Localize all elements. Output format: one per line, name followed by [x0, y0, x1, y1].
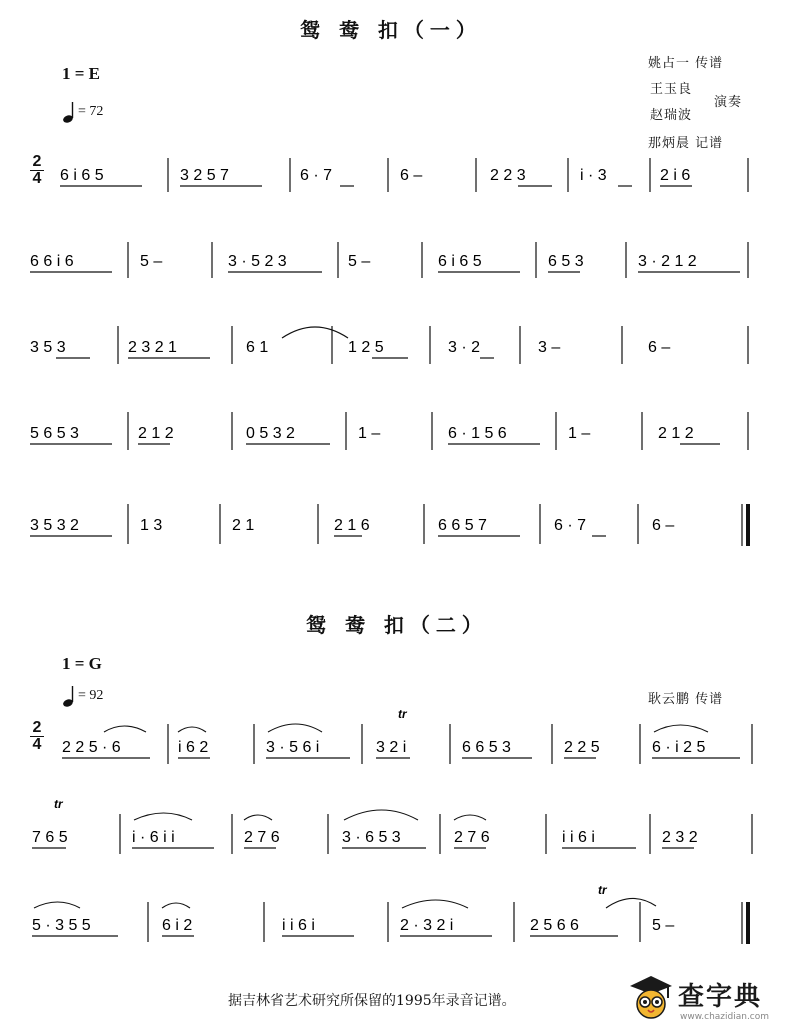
measure: 6 · 1 5 6: [448, 425, 507, 442]
score-row: [30, 504, 750, 546]
slur: [402, 900, 468, 908]
measure: 2 5 6 6: [530, 917, 579, 934]
measure: 3 2 5 7: [180, 167, 229, 184]
measure: i · 6 i i: [132, 829, 175, 846]
song1-tempo-value: = 72: [78, 104, 104, 119]
measure: 1 –: [568, 425, 591, 442]
tie: [606, 898, 656, 908]
slur: [268, 724, 322, 732]
slur: [344, 810, 418, 820]
score-row: [30, 412, 748, 450]
measure: i i 6 i: [562, 829, 595, 846]
measure: 3 · 6 5 3: [342, 829, 401, 846]
measure: 0 5 3 2: [246, 425, 295, 442]
measure: 2 7 6: [244, 829, 280, 846]
watermark: [628, 972, 794, 1028]
measure: 6 –: [400, 167, 423, 184]
song1-performer-1: 王玉良: [650, 82, 693, 97]
measure: 2 1: [232, 517, 255, 534]
measure: 6 1: [246, 339, 269, 356]
song1-performer-2: 赵瑞波: [650, 108, 693, 123]
slur: [244, 815, 272, 820]
measure: 1 –: [358, 425, 381, 442]
measure: 5 –: [140, 253, 163, 270]
measure: 6 · i 2 5: [652, 739, 706, 756]
measure: 3 · 5 2 3: [228, 253, 287, 270]
slur: [134, 813, 192, 820]
footer-note: 据吉林省艺术研究所保留的1995年录音记谱。: [228, 993, 516, 1009]
song2-score: [0, 690, 800, 970]
score-row: [30, 326, 748, 364]
measure: 3 –: [538, 339, 561, 356]
slur: [104, 726, 146, 732]
trill-mark: tr: [398, 707, 407, 721]
measure: 3 5 3 2: [30, 517, 79, 534]
measure: 2 1 2: [138, 425, 174, 442]
measure: 1 3: [140, 517, 163, 534]
score-row: [32, 797, 752, 854]
slur: [454, 815, 486, 820]
measure: 2 3 2 1: [128, 339, 177, 356]
song2-transmitter: 耿云鹏 传谱: [648, 692, 724, 707]
measure: 6 · 7: [300, 167, 333, 184]
measure: 6 · 7: [554, 517, 587, 534]
time-sig-top: 2: [30, 720, 44, 737]
measure: 2 1 2: [658, 425, 694, 442]
measure: i i 6 i: [282, 917, 315, 934]
trill-mark: tr: [54, 797, 63, 811]
measure: 2 2 3: [490, 167, 526, 184]
score-row: [62, 707, 752, 764]
slur: [654, 725, 708, 732]
measure: 6 –: [652, 517, 675, 534]
measure: 6 6 i 6: [30, 253, 74, 270]
measure: 6 i 6 5: [60, 167, 104, 184]
measure: 5 –: [652, 917, 675, 934]
time-sig-top: 2: [30, 154, 44, 171]
song2-title: 鸳 鸯 扣（二）: [306, 613, 488, 637]
measure: 6 6 5 7: [438, 517, 487, 534]
slur: [162, 903, 190, 908]
measure: 2 · 3 2 i: [400, 917, 454, 934]
measure: 5 –: [348, 253, 371, 270]
measure: 3 5 3: [30, 339, 66, 356]
measure: 3 2 i: [376, 739, 407, 756]
measure: i 6 2: [178, 739, 209, 756]
measure: 5 6 5 3: [30, 425, 79, 442]
song2-tempo-value: = 92: [78, 688, 104, 703]
tie: [282, 327, 348, 338]
measure: 2 i 6: [660, 167, 691, 184]
measure: 6 i 6 5: [438, 253, 482, 270]
song1-title: 鸳 鸯 扣（一）: [300, 18, 482, 42]
measure: 2 7 6: [454, 829, 490, 846]
measure: i · 3: [580, 167, 607, 184]
measure: 6 i 2: [162, 917, 193, 934]
song2-key: 1 = G: [62, 654, 102, 673]
slur: [34, 902, 80, 908]
song1-key: 1 = E: [62, 64, 101, 83]
song1-recorder: 那炳晨 记谱: [648, 136, 724, 151]
measure: 5 · 3 5 5: [32, 917, 91, 934]
trill-mark: tr: [598, 883, 607, 897]
measure: 6 –: [648, 339, 671, 356]
time-sig-bottom: 4: [32, 736, 42, 753]
measure: 3 · 5 6 i: [266, 739, 320, 756]
measure: 3 · 2: [448, 339, 481, 356]
score-row: [30, 242, 748, 278]
measure: 7 6 5: [32, 829, 68, 846]
measure: 6 5 3: [548, 253, 584, 270]
score-row: [60, 158, 748, 192]
measure: 2 2 5: [564, 739, 600, 756]
measure: 6 6 5 3: [462, 739, 511, 756]
measure: 2 2 5 · 6: [62, 739, 121, 756]
owl-mascot-icon: [628, 974, 674, 1020]
watermark-url: www.chazidian.com: [680, 1012, 770, 1022]
score-row: [32, 883, 750, 944]
slur: [178, 727, 206, 732]
watermark-logo-text: 查字典: [678, 982, 763, 1012]
measure: 3 · 2 1 2: [638, 253, 697, 270]
measure: 2 3 2: [662, 829, 698, 846]
song1-perform-label: 演奏: [714, 95, 743, 110]
time-sig-bottom: 4: [32, 170, 42, 187]
measure: 2 1 6: [334, 517, 370, 534]
song1-transmitter: 姚占一 传谱: [648, 56, 724, 71]
measure: 1 2 5: [348, 339, 384, 356]
